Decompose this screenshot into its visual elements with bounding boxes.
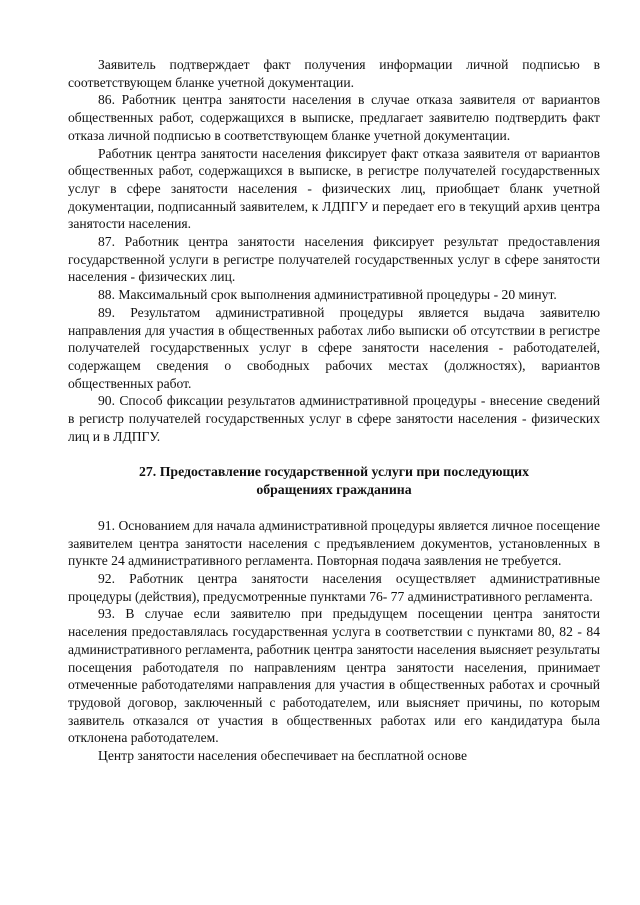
- paragraph-86: 86. Работник центра занятости населения в случае отказа заявителя от вариантов общественных работ, содержащихся в выписке, предлагает заявителю подтвердить факт отказа личной подписью в соответствующем бланке учетной документации.: [68, 92, 600, 143]
- paragraph-refusal-recording: Работник центра занятости населения фиксирует факт отказа заявителя от вариантов общественных работ, содержащихся в выписке, в регистре получателей государственных услуг в сфере занятости населения - физических лиц, приобщает бланк учетной документации, подписанный заявителем, к ЛДПГУ и передает его в текущий архив центра занятости населения.: [68, 145, 600, 232]
- paragraph-88: 88. Максимальный срок выполнения административной процедуры - 20 минут.: [98, 287, 557, 303]
- paragraph-signature-confirmation: Заявитель подтверждает факт получения информации личной подписью в соответствующем бланке учетной документации.: [68, 57, 600, 90]
- paragraph-90: 90. Способ фиксации результатов административной процедуры - внесение сведений в регистр получателей государственных услуг в сфере занятости населения - физических лиц и в ЛДПГУ.: [68, 393, 600, 444]
- paragraph-93: 93. В случае если заявителю при предыдущем посещении центра занятости населения предоставлялась государственная услуга в соответствии с пунктами 80, 82 - 84 административного регламента, работник центра занятости населения выясняет результаты посещения работодателя по направлениям центра занятости населения, принимает отмеченные работодателями направления для участия в общественных работах и срочный трудовой договор, заключенный с работодателем, или выясняет причины, по которым заявитель отказался от участия в общественных работах или его кандидатура была отклонена работодателем.: [68, 606, 600, 746]
- document-page: [68, 56, 600, 765]
- paragraph-center-provides: Центр занятости населения обеспечивает на бесплатной основе: [98, 748, 468, 764]
- spacer: [68, 445, 600, 463]
- section-heading: 27. Предоставление государственной услуги при последующих обращениях гражданина: [139, 464, 529, 498]
- paragraph-92: 92. Работник центра занятости населения осуществляет административные процедуры (действия), предусмотренные пунктами 76- 77 административного регламента.: [68, 570, 600, 604]
- spacer: [68, 499, 600, 517]
- paragraph-91: 91. Основанием для начала административной процедуры является личное посещение заявителем центра занятости населения с предъявлением документов, установленных в пункте 24 административного регламента. Повторная подача заявления не требуется.: [68, 517, 600, 569]
- paragraph-87: 87. Работник центра занятости населения фиксирует результат предоставления государственной услуги в регистре получателей государственных услуг в сфере занятости населения - физических лиц.: [68, 234, 600, 285]
- paragraph-89: 89. Результатом административной процедуры является выдача заявителю направления для участия в общественных работах либо выписки об отсутствии в регистре получателей государственных услуг в сфере занятости населения - работодателей, содержащем сведения о свободных рабочих местах (должностях), вариантов общественных работ.: [68, 304, 600, 391]
